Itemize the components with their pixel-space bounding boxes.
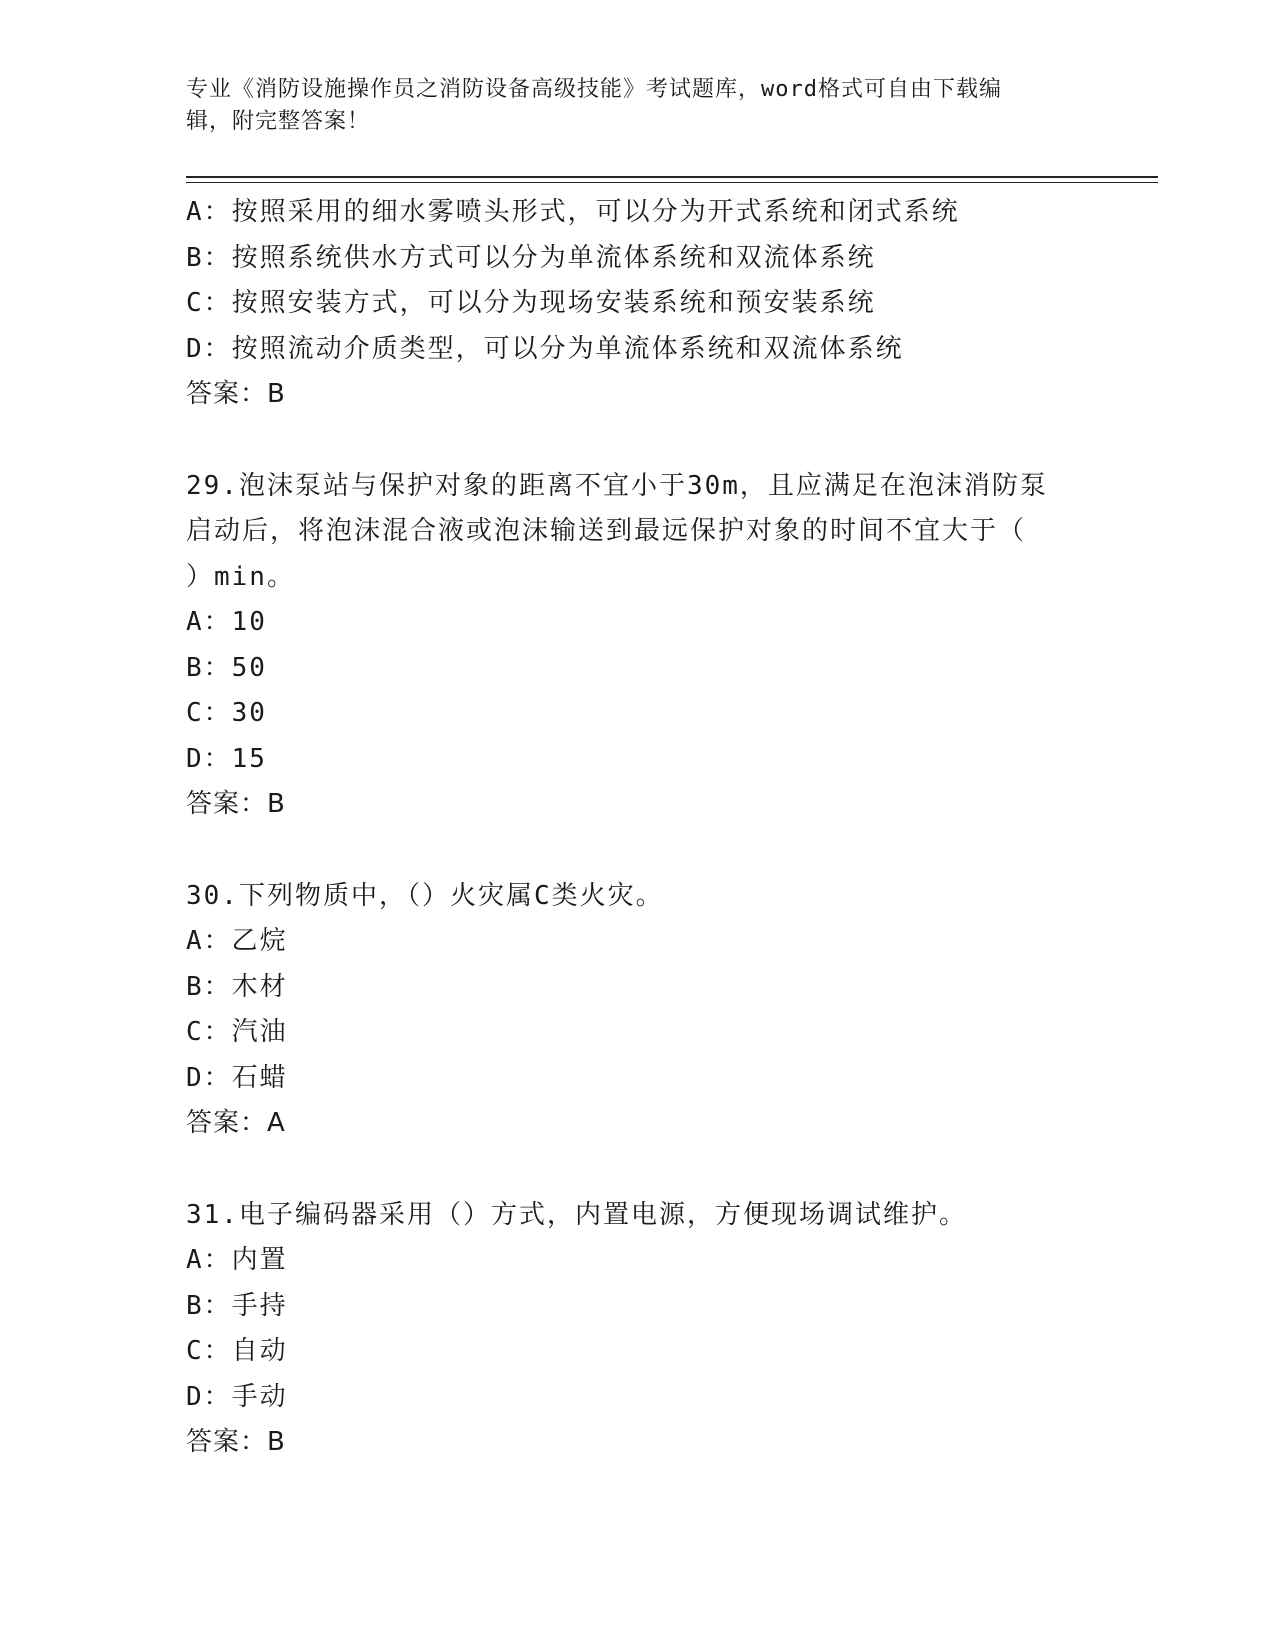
option-b: B：木材 (186, 971, 288, 1002)
answer-line: 答案：B (186, 1427, 286, 1457)
question-31 (186, 1193, 1086, 1466)
spacer (186, 1147, 1086, 1193)
option-a: A：按照采用的细水雾喷头形式，可以分为开式系统和闭式系统 (186, 197, 960, 227)
option-d: D：石蜡 (186, 1062, 288, 1093)
option-b: B：手持 (186, 1290, 288, 1321)
option-b: B：按照系统供水方式可以分为单流体系统和双流体系统 (186, 242, 876, 273)
header-divider-thick (186, 176, 1158, 178)
question-text-line: ）min。 (186, 561, 295, 592)
option-b: B：50 (186, 652, 267, 683)
answer-line: 答案：B (186, 789, 286, 819)
spacer (186, 828, 1086, 874)
question-28 (186, 190, 1086, 418)
question-30 (186, 874, 1086, 1147)
question-list (186, 190, 1086, 1466)
question-text-line: 29.泡沫泵站与保护对象的距离不宜小于30m，且应满足在泡沫消防泵 (186, 470, 1048, 501)
header-divider-thin (186, 182, 1158, 183)
question-29 (186, 464, 1086, 828)
option-d: D：按照流动介质类型，可以分为单流体系统和双流体系统 (186, 333, 904, 364)
option-a: A：乙烷 (186, 926, 288, 956)
option-a: A：10 (186, 607, 267, 637)
answer-line: 答案：A (186, 1108, 286, 1138)
question-text-line: 31.电子编码器采用（）方式，内置电源，方便现场调试维护。 (186, 1199, 967, 1230)
question-text-line: 30.下列物质中，（）火灾属C类火灾。 (186, 880, 664, 911)
option-a: A：内置 (186, 1245, 288, 1275)
answer-line: 答案：B (186, 379, 286, 409)
document-header (186, 74, 1066, 138)
option-c: C：按照安装方式，可以分为现场安装系统和预安装系统 (186, 288, 876, 318)
header-line-2: 辑，附完整答案！ (186, 109, 371, 134)
option-c: C：汽油 (186, 1017, 288, 1047)
question-text-line: 启动后，将泡沫混合液或泡沫输送到最远保护对象的时间不宜大于（ (186, 516, 1027, 546)
spacer (186, 418, 1086, 464)
option-d: D：15 (186, 743, 267, 774)
option-d: D：手动 (186, 1381, 288, 1412)
option-c: C：自动 (186, 1336, 288, 1366)
option-c: C：30 (186, 698, 267, 728)
header-line-1: 专业《消防设施操作员之消防设备高级技能》考试题库，word格式可自由下载编 (186, 77, 1002, 102)
